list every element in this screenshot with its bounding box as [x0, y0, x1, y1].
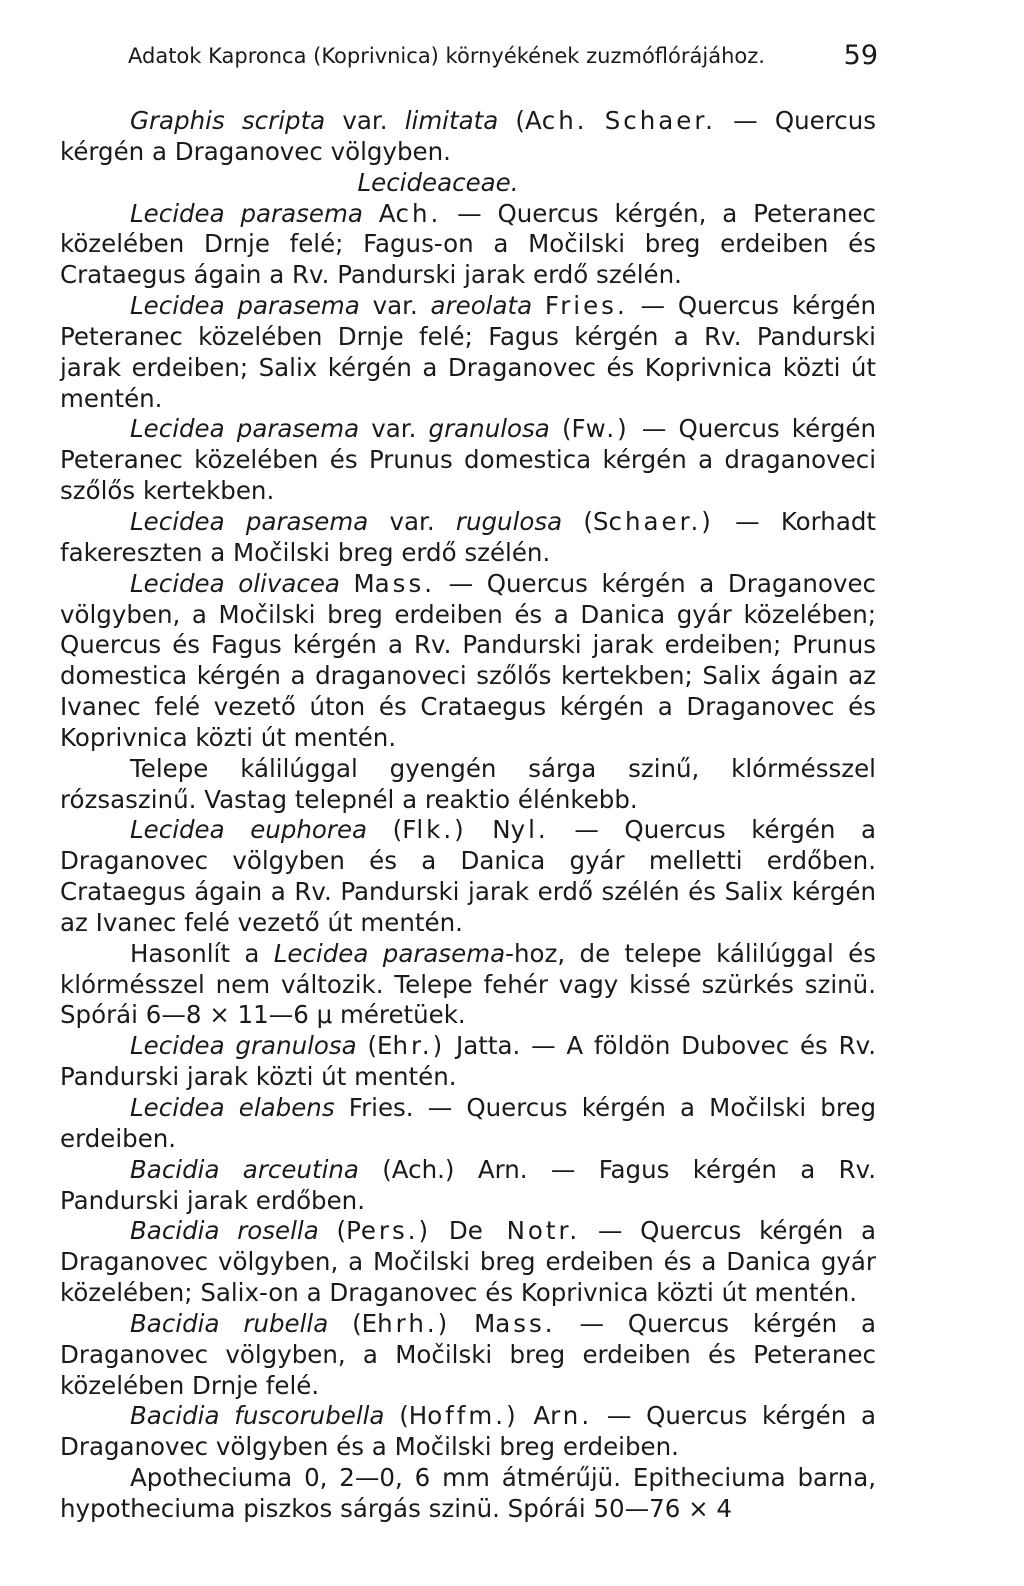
entry-text: (F: [549, 414, 586, 444]
entry-text: M: [339, 568, 375, 598]
page-number: 59: [843, 40, 878, 71]
entry-text: — Quercus kérgén a Draganovec völgyben, a Močilski breg erdeiben és a Danica gyár közelében; Salix-on a Draganovec és Koprivnica közti út mentén.: [60, 1216, 877, 1308]
entry-text: var.: [368, 506, 456, 536]
author-name: w.): [585, 414, 630, 444]
entry-text: Fries. — Quercus kérgén a Močilski breg erdeiben.: [60, 1093, 877, 1153]
species-entry: [60, 1155, 876, 1217]
taxon-name: Lecidea parasema: [130, 198, 363, 228]
entry-text: var.: [325, 106, 405, 135]
taxon-name: limitata: [404, 106, 499, 135]
taxon-name: Graphis scripta: [130, 106, 326, 135]
section-heading: [60, 168, 876, 199]
species-entry: [60, 1309, 876, 1402]
taxon-name: Bacidia rosella: [130, 1216, 319, 1246]
species-entry: [60, 1401, 876, 1463]
header-title: Adatok Kapronca (Koprivnica) környékének zuzmóflórájához.: [128, 44, 765, 68]
taxon-name: Bacidia arceutina: [130, 1154, 359, 1184]
author-name: rn.: [550, 1401, 593, 1431]
author-name: hr.): [392, 1031, 446, 1061]
author-name: yl.: [510, 815, 549, 845]
entry-text: var.: [359, 414, 429, 444]
author-name: hrh.): [377, 1308, 451, 1338]
entry-text: (A: [498, 106, 542, 135]
author-name: chaer.): [608, 506, 714, 536]
entry-text: — Quercus kérgén a Draganovec völgyben, a Močilski breg erdeiben és a Danica gyár közelében; Quercus és Fagus kérgén a Rv. Pandurski jarak erdeiben; Prunus domestica kérgén a draganoveci szőlős kertekben; Salix ágain az Ivanec felé vezető úton és Crataegus kérgén a Draganovec és Koprivnica közti út mentén.: [60, 568, 876, 752]
entry-text: (E: [356, 1031, 393, 1061]
taxon-name: Lecidea elabens: [130, 1093, 335, 1122]
entry-text: — Korhadt fakereszten a Močilski breg erdő szélén.: [60, 506, 876, 567]
entry-text: Hasonlít a: [130, 938, 274, 968]
entry-text: — Quercus kérgén a Draganovec völgyben, a Močilski breg erdeiben és Peteranec közelében Drnje felé.: [60, 1308, 877, 1400]
taxon-name: Lecidea parasema: [130, 291, 360, 321]
author-name: Schaer.: [604, 106, 716, 135]
entry-text: [532, 291, 545, 320]
taxon-name: Lecidea parasema: [273, 938, 506, 968]
species-entry: [60, 939, 876, 1032]
taxon-name: granulosa: [428, 414, 550, 444]
author-name: ass.: [495, 1308, 556, 1338]
species-entry: [60, 414, 876, 507]
entry-text: Telepe kálilúggal gyengén sárga szinű, klórmésszel rózsaszinű. Vastag telepnél a reaktio élénkebb.: [60, 753, 876, 814]
entry-text: -hoz, de telepe kálilúggal és klórmésszel nem változik. Telepe fehér vagy kissé szürkés szinü. Spórái 6—8 × 11—6 μ méretüek.: [60, 938, 876, 1030]
taxon-name: Bacidia rubella: [130, 1308, 329, 1338]
species-entry: [60, 569, 876, 754]
entry-text: (E: [328, 1308, 378, 1338]
entry-text: var.: [359, 291, 431, 321]
species-entry: [60, 815, 876, 938]
species-entry: [60, 291, 876, 414]
author-name: ass.: [374, 568, 436, 598]
entry-text: Jatta. — A földön Dubovec és Rv. Pandurski jarak közti út mentén.: [60, 1031, 876, 1092]
entry-text: D: [431, 1216, 468, 1246]
author-name: ch.: [541, 106, 588, 135]
species-entry: [60, 1093, 876, 1155]
entry-text: N: [466, 815, 511, 845]
taxon-name: Bacidia fuscorubella: [130, 1401, 385, 1431]
taxon-name: Lecidea olivacea: [130, 568, 340, 598]
species-entry: [60, 507, 876, 569]
taxon-name: Lecidea parasema: [130, 506, 369, 536]
taxon-name: areolata: [430, 291, 533, 321]
entry-text: — Quercus kérgén a Draganovec völgyben és a Danica gyár melletti erdőben. Crataegus ágain a Rv. Pandurski jarak erdő szélén és Salix kérgén az Ivanec felé vezető út mentén.: [60, 815, 876, 937]
entry-text: (H: [384, 1401, 428, 1431]
entry-text: — Quercus kérgén Peteranec közelében és Prunus domestica kérgén a draganoveci szőlős kertekben.: [60, 414, 876, 506]
author-name: Fries.: [544, 291, 628, 321]
author-name: e Notr.: [467, 1216, 581, 1246]
author-name: ch.: [395, 198, 442, 228]
entry-text: M: [450, 1308, 496, 1338]
taxon-name: Lecideaceae.: [357, 167, 519, 197]
entry-text: — Quercus kérgén a Draganovec völgyben.: [60, 106, 877, 166]
taxon-name: Lecidea granulosa: [130, 1031, 357, 1061]
entry-text: — Quercus kérgén, a Peteranec közelében Drnje felé; Fagus-on a Močilski breg erdeiben és Crataegus ágain a Rv. Pandurski jarak erdő szélén.: [60, 198, 876, 290]
taxon-name: Lecidea euphorea: [130, 815, 368, 845]
species-entry: [60, 1216, 876, 1309]
taxon-name: rugulosa: [455, 506, 563, 536]
entry-text: (S: [562, 506, 609, 536]
entry-text: (Ach.) Arn. — Fagus kérgén a Rv. Pandurski jarak erdőben.: [60, 1154, 876, 1215]
running-header: [128, 38, 878, 74]
body-text: [60, 106, 876, 1525]
entry-text: (F: [367, 815, 417, 845]
species-entry: [60, 199, 876, 292]
author-name: lk.): [416, 815, 467, 845]
entry-text: — Quercus kérgén a Draganovec völgyben és a Močilski breg erdeiben.: [60, 1401, 876, 1462]
taxon-name: Lecidea parasema: [130, 414, 360, 444]
entry-text: A: [362, 198, 396, 228]
entry-text: — Quercus kérgén Peteranec közelében Drnje felé; Fagus kérgén a Rv. Pandurski jarak erdeiben; Salix kérgén a Draganovec és Koprivnica közti út mentén.: [60, 291, 876, 413]
species-entry: [60, 1031, 876, 1093]
entry-text: A: [518, 1401, 551, 1431]
author-name: offm.): [427, 1401, 519, 1431]
entry-text: Apotheciuma 0, 2—0, 6 mm átmérűjü. Epitheciuma barna, hypotheciuma piszkos sárgás szinü. Spórái 50—76 × 4: [60, 1463, 876, 1523]
species-entry: [60, 1463, 876, 1525]
species-entry: [60, 754, 876, 816]
author-name: ers.): [360, 1216, 432, 1246]
entry-text: [588, 106, 605, 135]
entry-text: (P: [318, 1216, 361, 1246]
species-entry: [60, 106, 876, 168]
